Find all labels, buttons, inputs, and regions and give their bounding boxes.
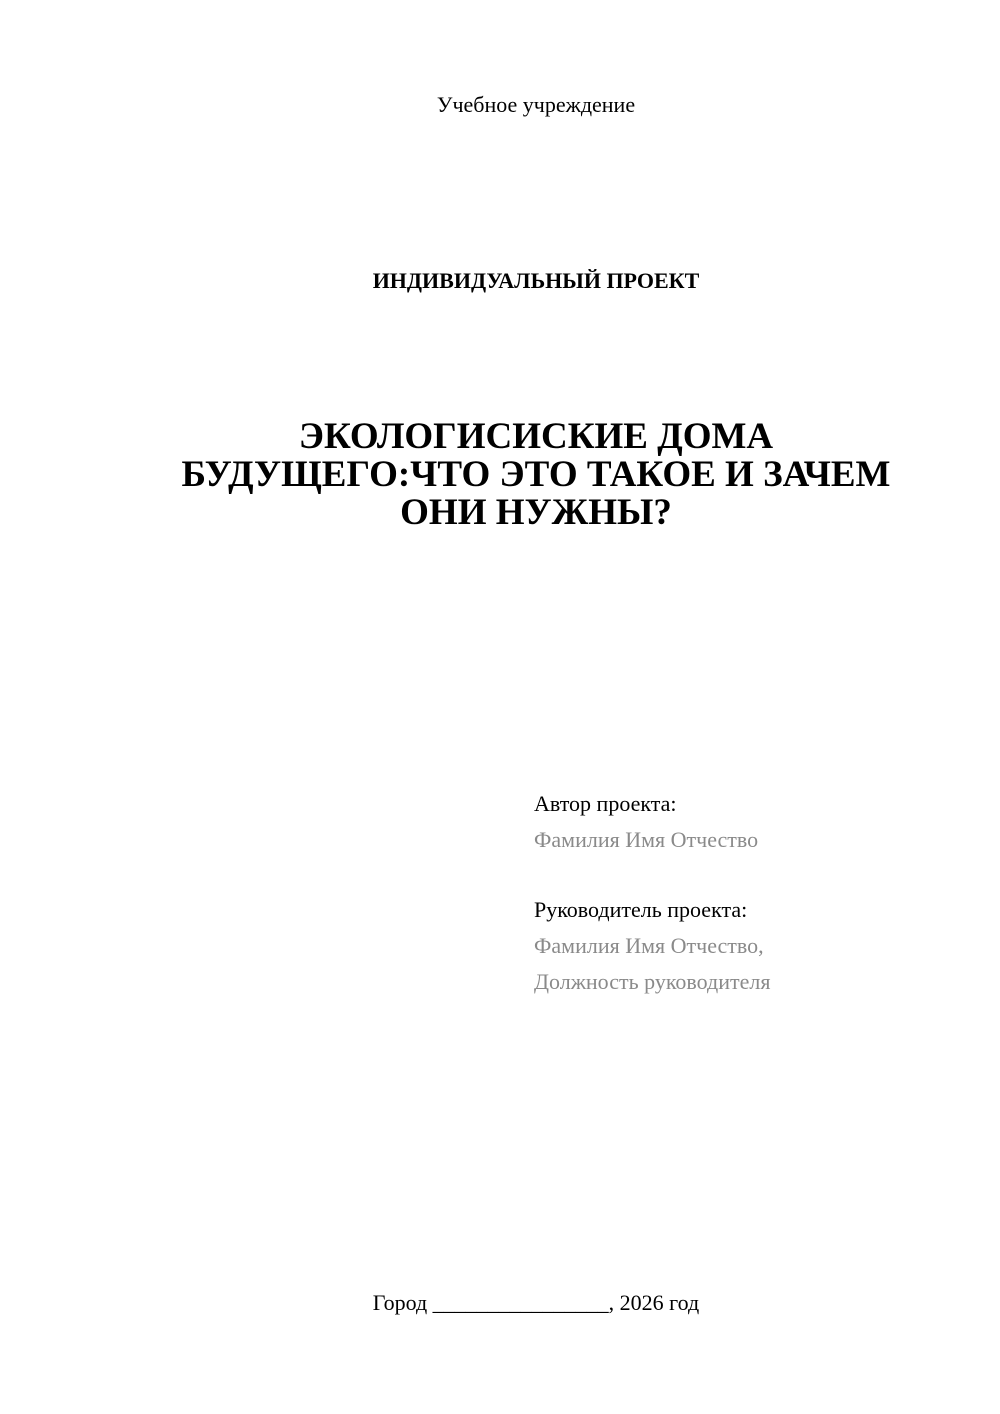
supervisor-position: Должность руководителя [534, 969, 771, 994]
project-title-line-2: БУДУЩЕГО:ЧТО ЭТО ТАКОЕ И ЗАЧЕМ [181, 454, 891, 495]
author-name: Фамилия Имя Отчество [534, 827, 759, 852]
project-type-heading: ИНДИВИДУАЛЬНЫЙ ПРОЕКТ [372, 268, 700, 293]
project-title [160, 418, 912, 532]
author-block [534, 786, 758, 858]
author-label: Автор проекта: [534, 791, 677, 816]
project-title-line-3: ОНИ НУЖНЫ? [400, 492, 672, 533]
project-title-line-1: ЭКОЛОГИСИСКИЕ ДОМА [298, 416, 774, 457]
institution-name: Учебное учреждение [436, 92, 636, 117]
city-year-line: Город ________________, 2026 год [372, 1290, 700, 1315]
supervisor-label: Руководитель проекта: [534, 897, 748, 922]
supervisor-block [534, 892, 770, 1000]
supervisor-name: Фамилия Имя Отчество, [534, 933, 764, 958]
